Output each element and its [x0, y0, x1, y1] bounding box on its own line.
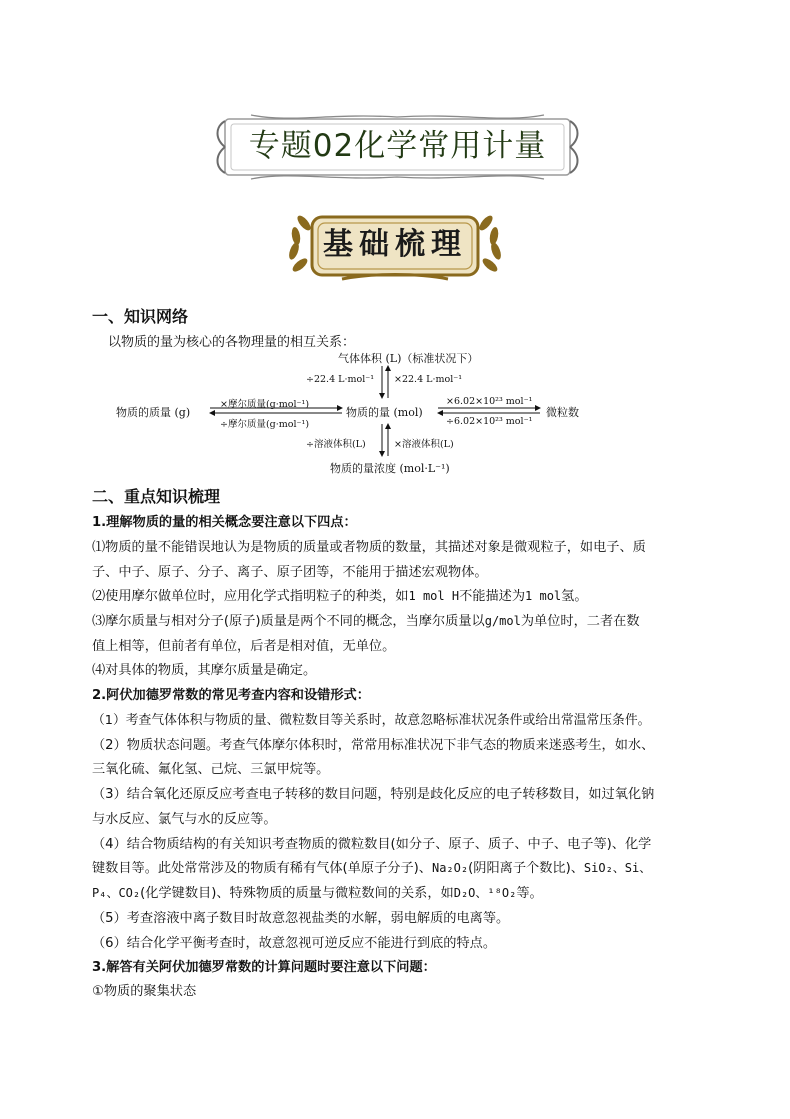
paragraph-line: （1）考查气体体积与物质的量、微粒数目等关系时，故意忽略标准状况条件或给出常温常压条件。: [92, 713, 651, 728]
paragraph-line: 与水反应、氯气与水的反应等。: [92, 812, 277, 827]
page-title: 专题02化学常用计量: [248, 128, 547, 164]
text-span: (化学键数目)、特殊物质的质量与微粒数间的关系，如: [140, 886, 454, 901]
section-banner: [282, 205, 508, 285]
text-span: ⑶摩尔质量与相对分子(原子)质量是两个不同的概念，当摩尔质量以: [92, 614, 485, 629]
text-span: 键数目等。此处常常涉及的物质有稀有气体(单原子分子)、: [92, 861, 432, 876]
heading-knowledge-network: 一、知识网络: [92, 307, 189, 326]
mul-molar-mass-label: ×摩尔质量(g·mol⁻¹): [220, 399, 310, 410]
paragraph-line: [92, 609, 702, 634]
div-avogadro-label: ÷6.02×10²³ mol⁻¹: [446, 416, 533, 427]
particle-number-node: 微粒数: [546, 406, 579, 419]
formula-span: P₄、CO₂: [92, 886, 141, 900]
formula-span: 1 mol: [525, 589, 562, 603]
paragraph-line: [92, 856, 702, 881]
intro-text: 以物质的量为核心的各物理量的相互关系：: [108, 335, 356, 350]
text-span: ⑵使用摩尔做单位时，应用化学式指明粒子的种类，如: [92, 589, 409, 604]
paragraph-line: [92, 584, 702, 609]
mul-molar-volume-label: ×22.4 L·mol⁻¹: [394, 374, 463, 385]
paragraph-line: （2）物质状态问题。考查气体摩尔体积时，常常用标准状况下非气态的物质来迷惑考生，如水、: [92, 738, 655, 753]
section-title: 基础梳理: [323, 227, 467, 262]
formula-span: Na₂O₂: [431, 861, 469, 875]
paragraph-line: （6）结合化学平衡考查时，故意忽视可逆反应不能进行到底的特点。: [92, 936, 497, 951]
text-span: 为单位时，二者在数: [520, 614, 640, 629]
point-3-heading: 3.解答有关阿伏加德罗常数的计算问题时要注意以下问题：: [92, 960, 436, 975]
amount-of-substance-node: 物质的量 (mol): [346, 406, 423, 419]
mul-solution-volume-label: ×溶液体积(L): [394, 439, 454, 450]
point-2-heading: 2.阿伏加德罗常数的常见考查内容和设错形式：: [92, 688, 370, 703]
paragraph-line: （5）考查溶液中离子数目时故意忽视盐类的水解，弱电解质的电离等。: [92, 911, 510, 926]
paragraph-line: 子、中子、原子、分子、离子、原子团等，不能用于描述宏观物体。: [92, 565, 488, 580]
paragraph-line: （3）结合氧化还原反应考查电子转移的数目问题，特别是歧化反应的电子转移数目，如过氧化钠: [92, 787, 655, 802]
text-span: 不能描述为: [459, 589, 526, 604]
mass-node: 物质的质量 (g): [116, 406, 191, 419]
paragraph-line: ⑴物质的量不能错误地认为是物质的质量或者物质的数量，其描述对象是微观粒子，如电子、质: [92, 540, 646, 555]
paragraph-line: 值上相等，但前者有单位，后者是相对值，无单位。: [92, 639, 396, 654]
paragraph-line: ⑷对具体的物质，其摩尔质量是确定。: [92, 663, 317, 678]
div-solution-volume-label: ÷溶液体积(L): [306, 439, 366, 450]
formula-span: SiO₂、Si、: [583, 861, 652, 875]
text-span: (阴阳离子个数比)、: [468, 861, 584, 876]
heading-key-points: 二、重点知识梳理: [92, 487, 221, 506]
text-span: 等。: [516, 886, 543, 901]
text-span: 氢。: [561, 589, 588, 604]
title-banner: [211, 113, 584, 181]
paragraph-line: ①物质的聚集状态: [92, 984, 197, 999]
concentration-node: 物质的量浓度 (mol·L⁻¹): [330, 462, 450, 475]
formula-span: 1 mol H: [408, 589, 460, 603]
paragraph-line: 三氧化硫、氟化氢、己烷、三氯甲烷等。: [92, 762, 330, 777]
formula-span: D₂O、¹⁸O₂: [453, 886, 517, 900]
formula-span: g/mol: [484, 614, 521, 628]
mul-avogadro-label: ×6.02×10²³ mol⁻¹: [446, 396, 533, 407]
gas-volume-node: 气体体积 (L)（标准状况下）: [338, 352, 479, 365]
paragraph-line: （4）结合物质结构的有关知识考查物质的微粒数目(如分子、原子、质子、中子、电子等)、化学: [92, 837, 652, 852]
div-molar-volume-label: ÷22.4 L·mol⁻¹: [306, 374, 375, 385]
div-molar-mass-label: ÷摩尔质量(g·mol⁻¹): [220, 419, 310, 430]
point-1-heading: 1.理解物质的量的相关概念要注意以下四点：: [92, 515, 357, 530]
paragraph-line: [92, 881, 702, 906]
relationship-diagram: [110, 346, 600, 480]
